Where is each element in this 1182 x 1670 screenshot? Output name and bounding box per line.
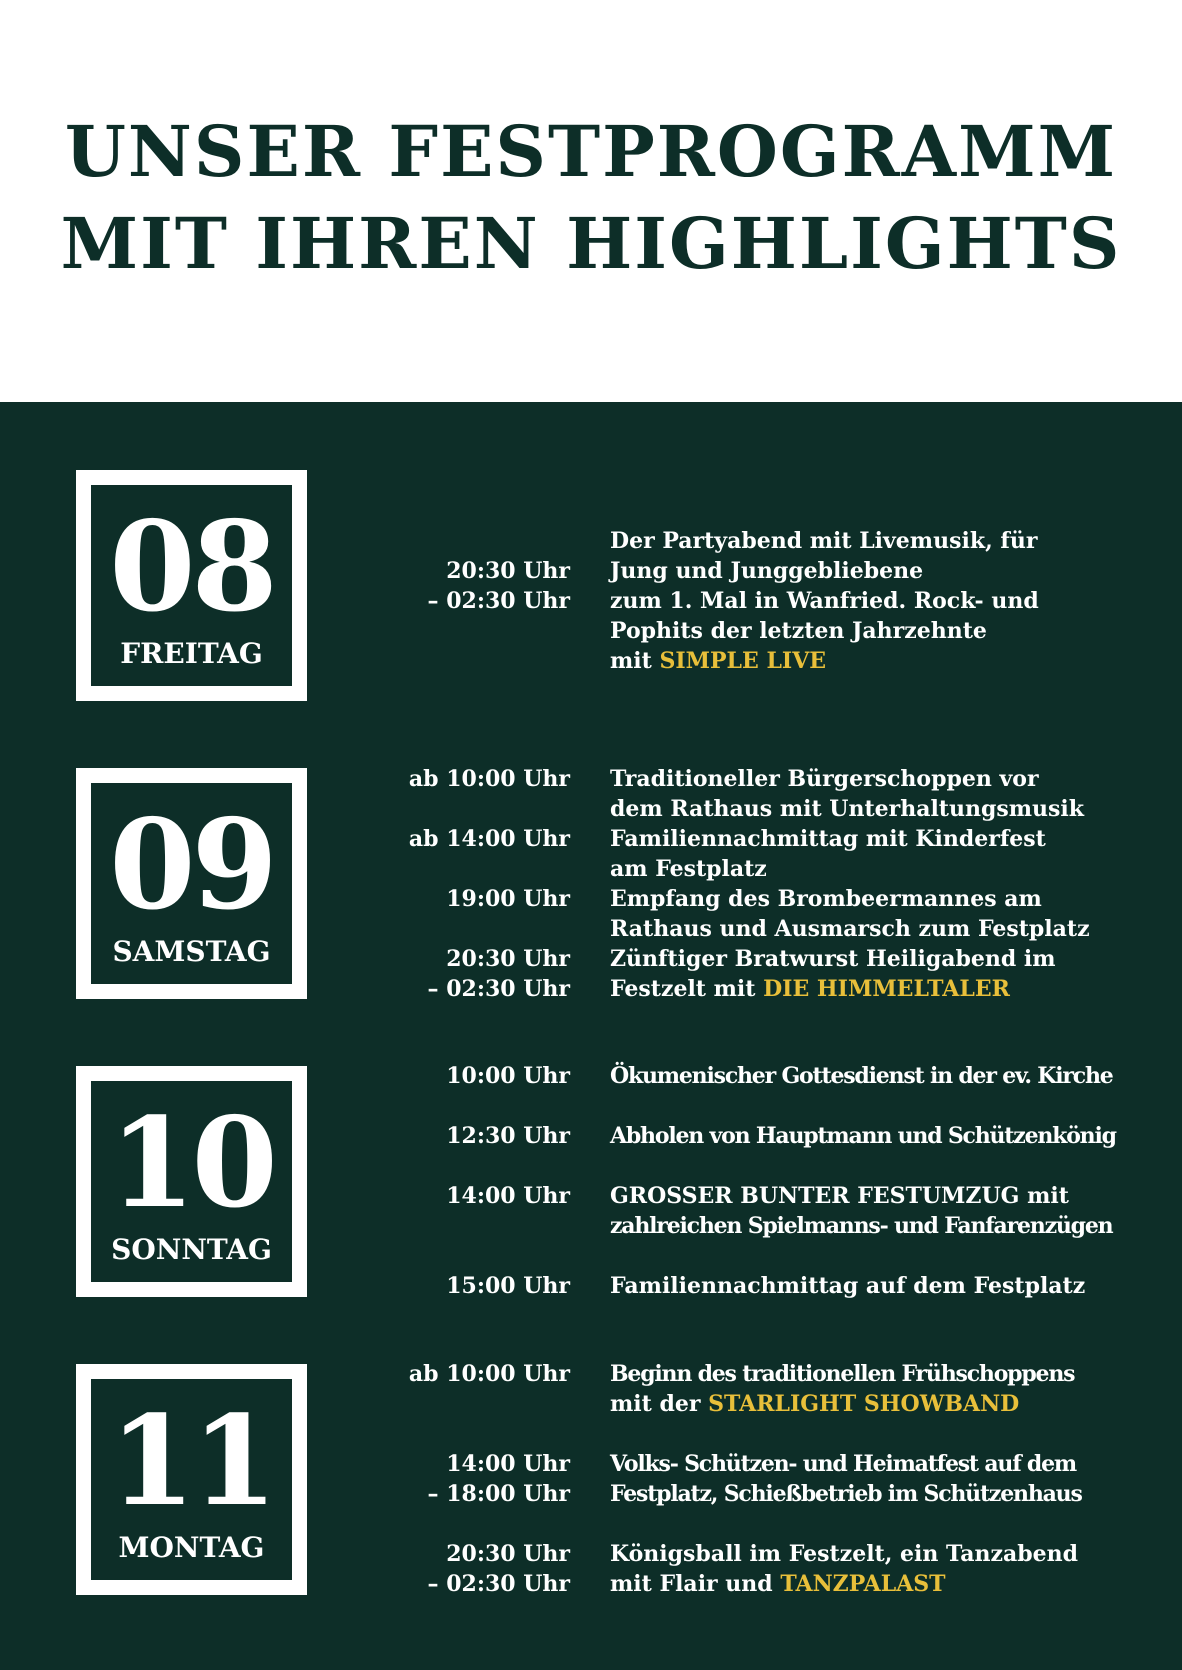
- desc-line: Zünftiger Bratwurst Heiligabend im: [610, 946, 1056, 972]
- time-end: – 02:30 Uhr: [427, 1571, 570, 1597]
- day-name: SONNTAG: [111, 1233, 272, 1266]
- event-description: [610, 1449, 1170, 1509]
- desc-line: Festplatz, Schießbetrieb im Schützenhaus: [610, 1481, 1082, 1507]
- band-highlight: TANZPALAST: [780, 1571, 946, 1597]
- event-description: [610, 1121, 1170, 1151]
- desc-line: dem Rathaus mit Unterhaltungsmusik: [610, 796, 1084, 822]
- event-time: ab 10:00 Uhr: [408, 1361, 570, 1387]
- time-end: – 02:30 Uhr: [427, 976, 570, 1002]
- date-box-08: [76, 470, 307, 701]
- desc-line: Abholen von Hauptmann und Schützenkönig: [610, 1123, 1116, 1149]
- desc-line: [610, 646, 1170, 676]
- date-box-09: [76, 768, 307, 999]
- event-time: [428, 1539, 570, 1599]
- desc-line: Volks- Schützen- und Heimatfest auf dem: [610, 1451, 1076, 1477]
- desc-line: am Festplatz: [610, 856, 767, 882]
- day-name: MONTAG: [118, 1531, 265, 1564]
- event-description: [610, 944, 1170, 1004]
- time-start: 20:30 Uhr: [446, 558, 570, 584]
- desc-line: GROSSER BUNTER FESTUMZUG mit: [610, 1183, 1069, 1209]
- desc-line: Rathaus und Ausmarsch zum Festplatz: [610, 916, 1090, 942]
- desc-prefix: Festzelt mit: [610, 976, 764, 1002]
- desc-prefix: mit der: [610, 1391, 709, 1417]
- band-highlight: STARLIGHT SHOWBAND: [708, 1391, 1020, 1417]
- event-description: [610, 1539, 1170, 1599]
- time-end: – 18:00 Uhr: [427, 1481, 570, 1507]
- desc-line: [610, 1389, 1170, 1419]
- event-time: 12:30 Uhr: [446, 1123, 570, 1149]
- event-description: [610, 1359, 1170, 1419]
- event-description: [610, 1271, 1170, 1301]
- band-highlight: DIE HIMMELTALER: [763, 976, 1010, 1002]
- desc-line: Familiennachmittag auf dem Festplatz: [610, 1273, 1086, 1299]
- event-time: 15:00 Uhr: [446, 1273, 570, 1299]
- day-number: 09: [109, 793, 274, 938]
- event-description: [610, 526, 1170, 676]
- desc-line: Jung und Junggebliebene: [610, 558, 924, 584]
- day-name: FREITAG: [120, 637, 263, 670]
- desc-line: zum 1. Mal in Wanfried. Rock- und: [610, 588, 1039, 614]
- event-time: [428, 1449, 570, 1509]
- time-start: 20:30 Uhr: [446, 946, 570, 972]
- desc-line: Ökumenischer Gottesdienst in der ev. Kirche: [610, 1063, 1113, 1089]
- desc-prefix: mit Flair und: [610, 1571, 781, 1597]
- event-description: [610, 1061, 1170, 1091]
- day-name: SAMSTAG: [112, 935, 271, 968]
- page-title-line-2: MIT IHREN HIGHLIGHTS: [60, 202, 1122, 285]
- desc-line: Der Partyabend mit Livemusik, für: [610, 528, 1038, 554]
- event-description: [610, 824, 1170, 884]
- page-title-line-1: UNSER FESTPROGRAMM: [64, 110, 1118, 193]
- desc-line: [610, 1569, 1170, 1599]
- program-panel: [0, 402, 1182, 1670]
- desc-prefix: mit: [610, 648, 660, 674]
- event-time: 19:00 Uhr: [446, 886, 570, 912]
- day-number: 11: [109, 1389, 274, 1534]
- time-start: 14:00 Uhr: [446, 1451, 570, 1477]
- date-box-10: [76, 1066, 307, 1297]
- desc-line: Familiennachmittag mit Kinderfest: [610, 826, 1046, 852]
- desc-line: Beginn des traditionellen Frühschoppens: [610, 1361, 1075, 1387]
- time-end: – 02:30 Uhr: [427, 588, 570, 614]
- desc-line: Pophits der letzten Jahrzehnte: [610, 618, 987, 644]
- date-box-11: [76, 1364, 307, 1595]
- event-time: [428, 944, 570, 1004]
- event-time: 14:00 Uhr: [446, 1183, 570, 1209]
- desc-line: zahlreichen Spielmanns- und Fanfarenzügen: [610, 1213, 1113, 1239]
- event-description: [610, 1181, 1170, 1241]
- desc-line: Empfang des Brombeermannes am: [610, 886, 1042, 912]
- time-start: 20:30 Uhr: [446, 1541, 570, 1567]
- desc-line: Traditioneller Bürgerschoppen vor: [610, 766, 1039, 792]
- day-number: 08: [109, 495, 274, 640]
- event-description: [610, 764, 1170, 824]
- event-time: ab 14:00 Uhr: [408, 826, 570, 852]
- day-number: 10: [109, 1091, 274, 1236]
- band-highlight: SIMPLE LIVE: [659, 648, 827, 674]
- event-description: [610, 884, 1170, 944]
- event-time: ab 10:00 Uhr: [408, 766, 570, 792]
- page-header: [0, 0, 1182, 402]
- desc-line: [610, 974, 1170, 1004]
- desc-line: Königsball im Festzelt, ein Tanzabend: [610, 1541, 1079, 1567]
- event-time: [428, 556, 570, 616]
- event-time: 10:00 Uhr: [446, 1063, 570, 1089]
